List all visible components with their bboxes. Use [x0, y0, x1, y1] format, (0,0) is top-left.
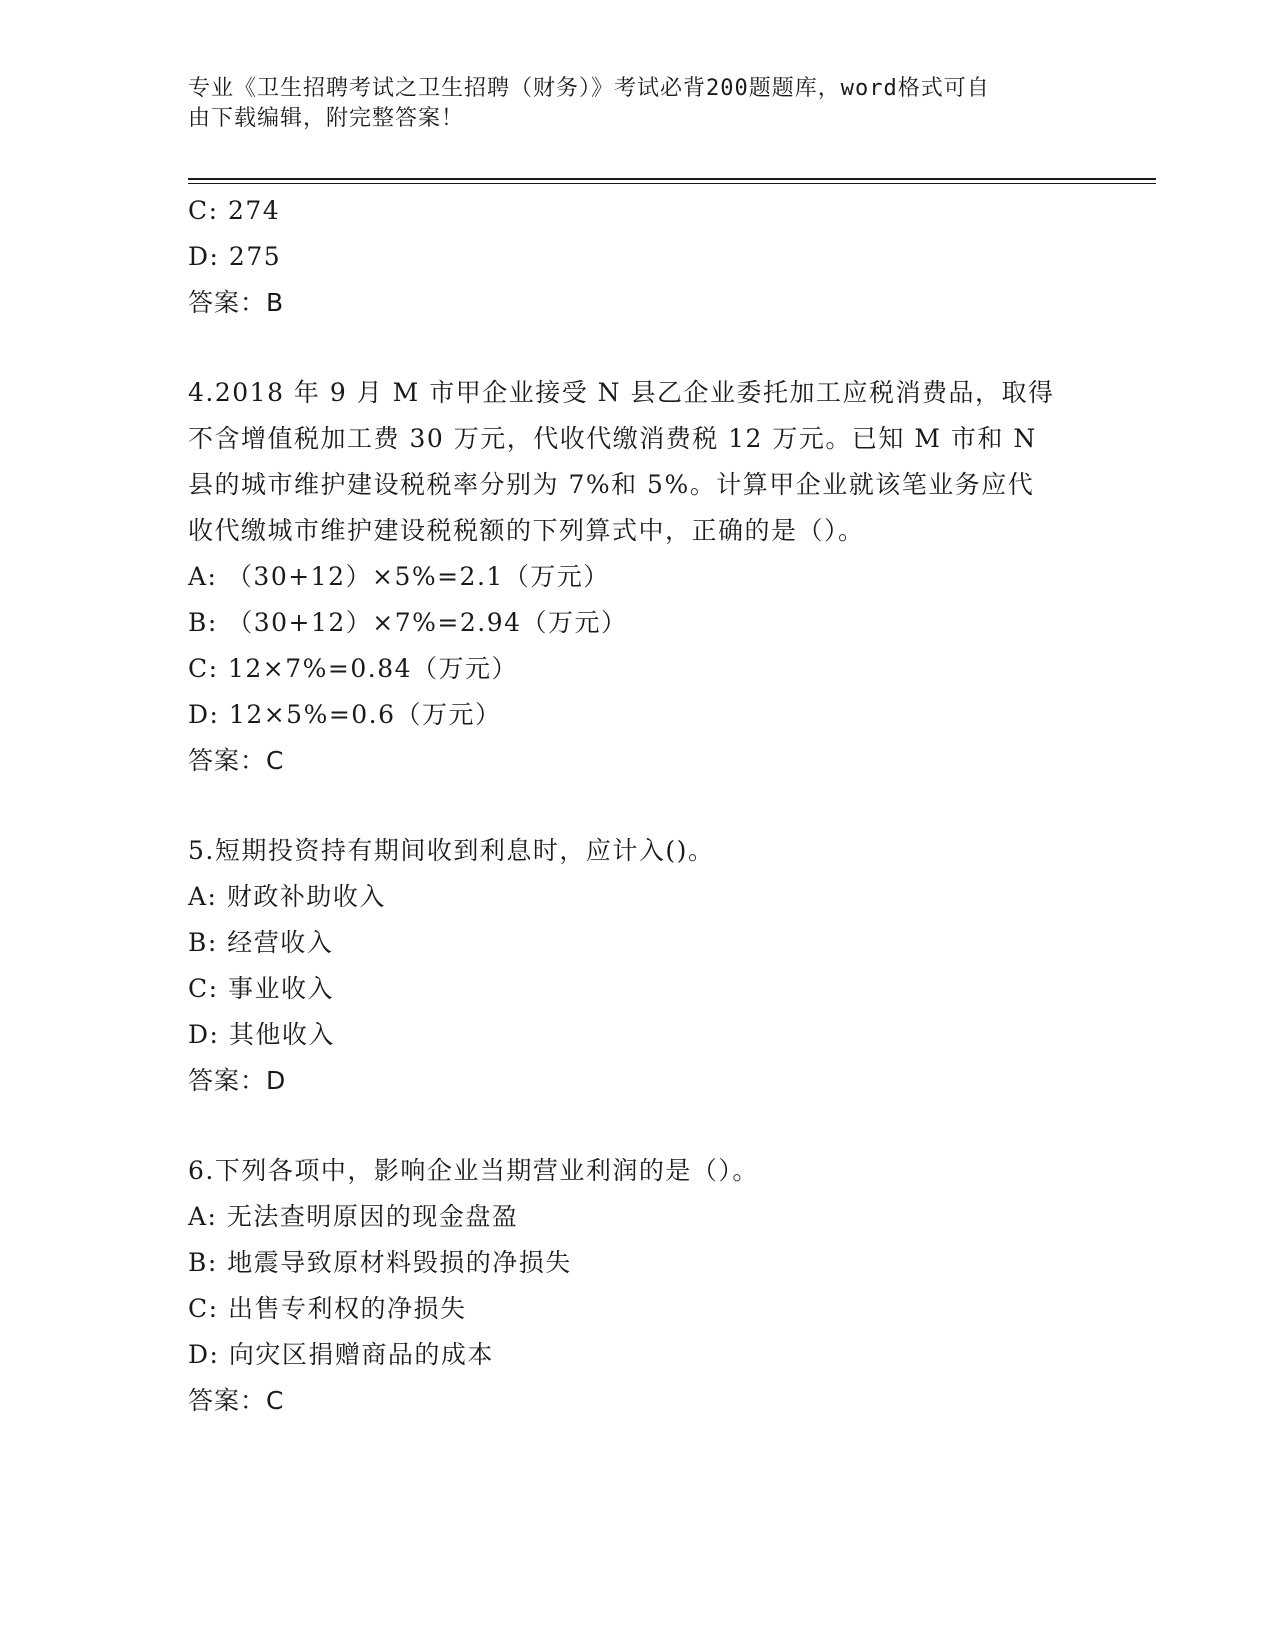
question-stem-line: 不含增值税加工费 30 万元，代收代缴消费税 12 万元。已知 M 市和 N — [188, 424, 1037, 453]
spacer — [188, 784, 1088, 828]
option-a: A: 财政补助收入 — [188, 882, 386, 911]
question-stem-line: 5.短期投资持有期间收到利息时，应计入()。 — [188, 836, 715, 865]
spacer — [188, 326, 1088, 370]
option-d: D: 其他收入 — [188, 1020, 335, 1049]
question-5 — [188, 828, 1088, 1104]
spacer — [188, 1104, 1088, 1148]
option-d: D: 275 — [188, 242, 282, 271]
question-6 — [188, 1148, 1088, 1424]
option-c: C: 出售专利权的净损失 — [188, 1294, 467, 1323]
option-a: A: （30+12）×5%=2.1（万元） — [188, 562, 610, 591]
question-stem-line: 收代缴城市维护建设税税额的下列算式中，正确的是（）。 — [188, 516, 865, 545]
option-b: B: 地震导致原材料毁损的净损失 — [188, 1248, 572, 1277]
answer-label: 答案：C — [188, 746, 285, 775]
header-line-2: 由下载编辑，附完整答案！ — [188, 106, 465, 131]
question-stem-line: 4.2018 年 9 月 M 市甲企业接受 N 县乙企业委托加工应税消费品，取得 — [188, 378, 1055, 407]
option-c: C: 274 — [188, 196, 281, 225]
answer-label: 答案：C — [188, 1386, 285, 1415]
option-c: C: 12×7%=0.84（万元） — [188, 654, 519, 683]
header-rule-thick — [188, 178, 1156, 180]
question-list — [188, 188, 1088, 1424]
answer-label: 答案：B — [188, 288, 285, 317]
option-c: C: 事业收入 — [188, 974, 334, 1003]
answer-label: 答案：D — [188, 1066, 287, 1095]
option-b: B: （30+12）×7%=2.94（万元） — [188, 608, 628, 637]
option-a: A: 无法查明原因的现金盘盈 — [188, 1202, 519, 1231]
option-d: D: 向灾区捐赠商品的成本 — [188, 1340, 494, 1369]
question-4 — [188, 370, 1088, 784]
question-stem-line: 6.下列各项中，影响企业当期营业利润的是（）。 — [188, 1156, 759, 1185]
header-line-1: 专业《卫生招聘考试之卫生招聘（财务）》考试必背200题题库，word格式可自 — [188, 76, 990, 101]
option-b: B: 经营收入 — [188, 928, 334, 957]
question-3 — [188, 188, 1088, 326]
option-d: D: 12×5%=0.6（万元） — [188, 700, 502, 729]
header-rule-thin — [188, 183, 1156, 184]
page-header — [188, 74, 1068, 134]
question-stem-line: 县的城市维护建设税税率分别为 7%和 5%。计算甲企业就该笔业务应代 — [188, 470, 1035, 499]
